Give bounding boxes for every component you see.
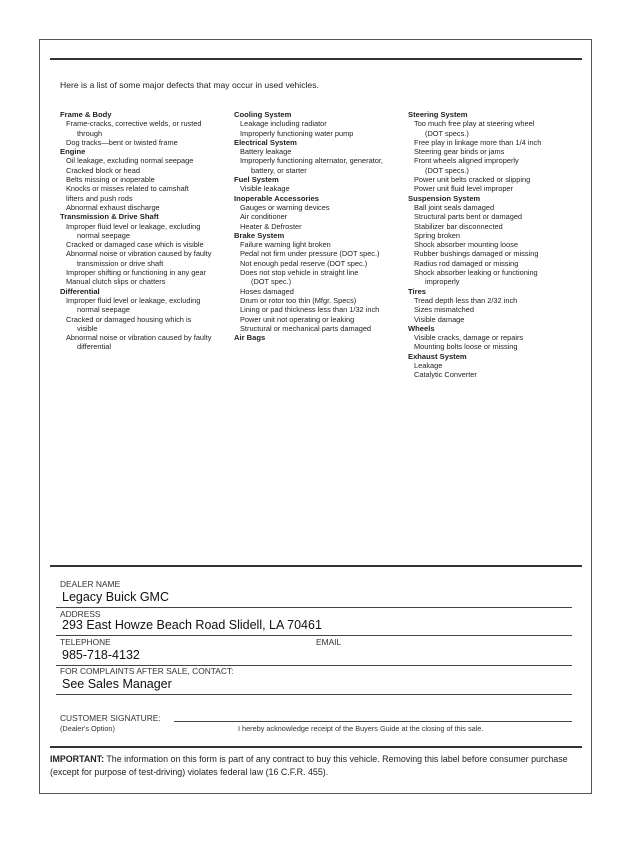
dealer-name-value: Legacy Buick GMC: [62, 590, 169, 604]
email-label: EMAIL: [316, 637, 342, 647]
defect-item: Gauges or warning devices: [240, 202, 330, 212]
defect-item: Battery leakage: [240, 147, 292, 157]
defect-item: Power unit fluid level improper: [414, 184, 513, 194]
telephone-label: TELEPHONE: [60, 637, 111, 647]
defect-item-continuation: (DOT specs.): [425, 128, 469, 138]
defect-item-continuation: (DOT spec.): [251, 277, 292, 287]
defect-item-continuation: normal seepage: [77, 230, 131, 240]
defect-item: Cracked block or head: [66, 165, 140, 175]
defect-category: Steering System: [408, 110, 468, 119]
defect-item: Abnormal noise or vibration caused by faulty: [66, 249, 212, 259]
defect-item-continuation: through: [77, 128, 103, 138]
defect-item: Improperly functioning water pump: [240, 128, 354, 138]
defect-item: Free play in linkage more than 1/4 inch: [414, 137, 542, 147]
defect-item-continuation: visible: [77, 323, 98, 333]
defect-category: Frame & Body: [60, 110, 112, 119]
defect-item: Structural parts bent or damaged: [414, 212, 523, 222]
dealer-section-rule: [50, 565, 582, 567]
defect-category: Suspension System: [408, 193, 481, 203]
defects-intro: Here is a list of some major defects that may occur in used vehicles.: [60, 80, 319, 90]
defects-column-2: [234, 110, 406, 342]
defect-item: Tread depth less than 2/32 inch: [414, 295, 518, 305]
dealer-option-note: (Dealer's Option): [60, 724, 115, 733]
defect-category: Fuel System: [234, 175, 279, 185]
complaints-label: FOR COMPLAINTS AFTER SALE, CONTACT:: [60, 666, 234, 676]
address-value: 293 East Howze Beach Road Slidell, LA 70461: [62, 618, 322, 632]
defect-item: Catalytic Converter: [414, 370, 477, 380]
defect-item: Cracked or damaged case which is visible: [66, 240, 204, 250]
defect-category: Engine: [60, 147, 86, 157]
defect-item: Failure warning light broken: [240, 240, 331, 250]
defect-item-continuation: transmission or drive shaft: [77, 258, 164, 268]
defect-item: Does not stop vehicle in straight line: [240, 268, 359, 278]
defect-item: Drum or rotor too thin (Mfgr. Specs): [240, 295, 357, 305]
defect-category: Differential: [60, 286, 100, 296]
defect-item-continuation: normal seepage: [77, 305, 131, 315]
defect-item: Shock absorber mounting loose: [414, 240, 518, 250]
defect-item: Spring broken: [414, 230, 461, 240]
defect-item: Structural or mechanical parts damaged: [240, 323, 372, 333]
defect-category: Brake System: [234, 230, 285, 240]
defect-item: Power unit not operating or leaking: [240, 314, 355, 324]
defect-category: Transmission & Drive Shaft: [60, 212, 159, 222]
defect-item: Knocks or misses related to camshaft: [66, 184, 189, 194]
defect-category: Wheels: [408, 323, 435, 333]
defect-item: Improperly functioning alternator, generator,: [240, 156, 383, 166]
dealer-name-label: DEALER NAME: [60, 579, 121, 589]
defect-item: Leakage: [414, 361, 443, 371]
defect-item: Improper fluid level or leakage, excluding: [66, 295, 201, 305]
customer-signature-label: CUSTOMER SIGNATURE:: [60, 713, 161, 723]
defect-category: Inoperable Accessories: [234, 193, 319, 203]
defect-item: Manual clutch slips or chatters: [66, 277, 166, 287]
defect-item: lifters and push rods: [66, 193, 133, 203]
complaints-value: See Sales Manager: [62, 677, 172, 691]
defect-item: Leakage including radiator: [240, 119, 327, 129]
top-rule: [50, 58, 582, 60]
defect-item: Dog tracks—bent or twisted frame: [66, 137, 178, 147]
complaints-line: [56, 694, 572, 695]
defect-item: Pedal not firm under pressure (DOT spec.): [240, 249, 380, 259]
defect-item: Cracked or damaged housing which is: [66, 314, 192, 324]
important-notice: [50, 753, 586, 778]
defect-item: Air conditioner: [240, 212, 288, 222]
defect-item: Oil leakage, excluding normal seepage: [66, 156, 194, 166]
important-rule: [50, 746, 582, 748]
defect-item: Improper fluid level or leakage, excluding: [66, 221, 201, 231]
defect-item-continuation: (DOT specs.): [425, 165, 469, 175]
defect-item: Visible damage: [414, 314, 465, 324]
defect-item: Belts missing or inoperable: [66, 175, 155, 185]
defect-item: Power unit belts cracked or slipping: [414, 175, 531, 185]
important-text: The information on this form is part of any contract to buy this vehicle. Removing this label before consumer purchase (except for purpose of test-driving) violates federal law (16 C.F.R. 455).: [50, 754, 568, 777]
defect-item-continuation: battery, or starter: [251, 165, 307, 175]
defect-item: Abnormal noise or vibration caused by faulty: [66, 333, 212, 343]
defects-column-1: [60, 110, 230, 352]
defect-item: Steering gear binds or jams: [414, 147, 505, 157]
acknowledgement-text: I hereby acknowledge receipt of the Buyers Guide at the closing of this sale.: [238, 724, 484, 733]
important-label: IMPORTANT:: [50, 754, 105, 764]
address-label: ADDRESS: [60, 609, 101, 619]
defect-category: Air Bags: [234, 333, 266, 343]
defect-item: Visible cracks, damage or repairs: [414, 333, 524, 343]
defect-item: Mounting bolts loose or missing: [414, 342, 518, 352]
defect-category: Tires: [408, 286, 427, 296]
defect-category: Electrical System: [234, 137, 297, 147]
telephone-value: 985-718-4132: [62, 648, 140, 662]
defect-item: Lining or pad thickness less than 1/32 inch: [240, 305, 380, 315]
customer-signature-line[interactable]: [174, 721, 572, 722]
address-line: [56, 635, 572, 636]
defect-item: Not enough pedal reserve (DOT spec.): [240, 258, 368, 268]
defect-category: Exhaust System: [408, 351, 467, 361]
defect-item: Too much free play at steering wheel: [414, 119, 535, 129]
defect-item: Heater & Defroster: [240, 221, 302, 231]
defect-item: Ball joint seals damaged: [414, 202, 495, 212]
defect-item: Improper shifting or functioning in any gear: [66, 268, 207, 278]
defect-item: Front wheels aligned improperly: [414, 156, 519, 166]
defect-category: Cooling System: [234, 110, 292, 119]
defect-item-continuation: differential: [77, 342, 111, 352]
dealer-name-line: [56, 607, 572, 608]
defect-item: Hoses damaged: [240, 286, 294, 296]
defect-item: Sizes mismatched: [414, 305, 474, 315]
defect-item: Visible leakage: [240, 184, 290, 194]
defect-item: Frame-cracks, corrective welds, or rusted: [66, 119, 202, 129]
defect-item: Shock absorber leaking or functioning: [414, 268, 538, 278]
defect-item: Stabilizer bar disconnected: [414, 221, 503, 231]
defect-item: Abnormal exhaust discharge: [66, 202, 160, 212]
defects-column-3: [408, 110, 583, 380]
defect-item: Rubber bushings damaged or missing: [414, 249, 539, 259]
defect-item: Radius rod damaged or missing: [414, 258, 519, 268]
defect-item-continuation: improperly: [425, 277, 460, 287]
